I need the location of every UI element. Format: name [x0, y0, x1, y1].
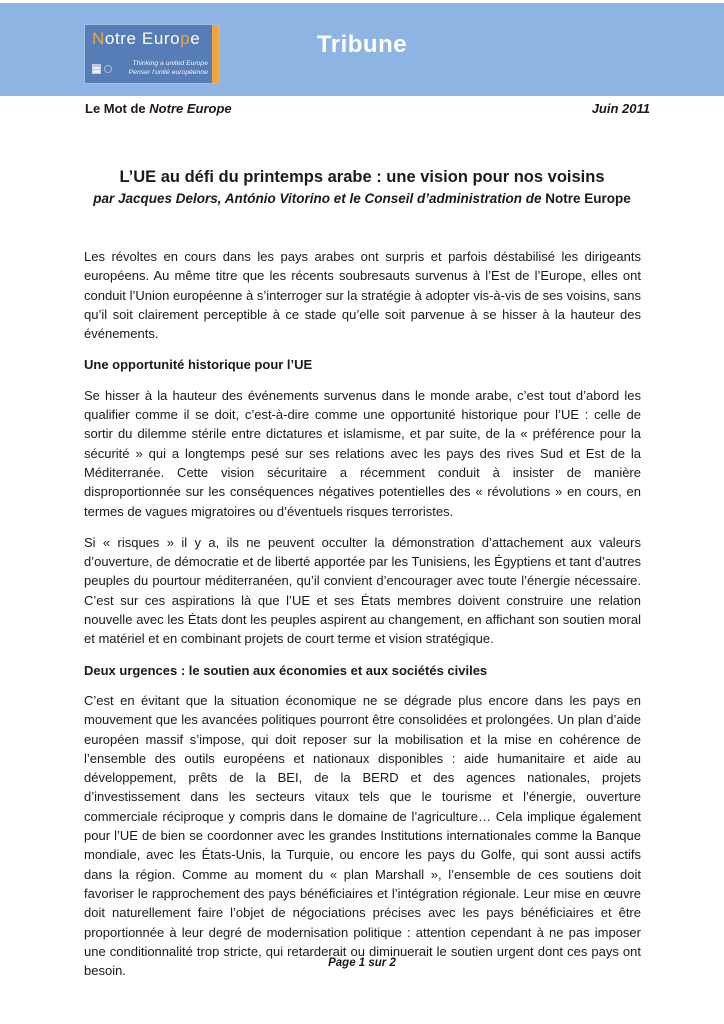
document-byline — [40, 191, 684, 206]
logo-circle-icon — [104, 65, 112, 73]
paragraph-opportunity-2: Si « risques » il y a, ils ne peuvent occulter la démonstration d’attachement aux valeurs d’ouverture, de démocratie et de liberté apportée par les Tunisiens, les Égyptiens et tant d’autres peuples du pourtour méditerranéen, qu’il convient d’encourager avec toute l’énergie nécessaire. C’est sur ces aspirations là que l’UE et ses États membres doivent construire une relation nouvelle avec les États dont les peuples aspirent au changement, en affichant son soutien moral et matériel et en combinant projets de court terme et vision stratégique. — [84, 534, 641, 647]
collection-title: Tribune — [316, 31, 408, 58]
paragraph-intro: Les révoltes en cours dans les pays arabes ont surpris et parfois déstabilisé les dirigeants européens. Au même titre que les récents soubresauts survenus à l’Est de l’Europe, elles ont conduit l’Union européenne à s’interroger sur la stratégie à adopter vis-à-vis de ses voisins, sans qu’il soit clairement perceptible à ce stade qu’elle soit parvenue à se hisser à la hauteur des événements. — [84, 249, 641, 342]
series-label-prefix: Le Mot de — [85, 101, 150, 116]
logo-tagline-fr: Penser l’unité européenne — [128, 69, 208, 77]
meta-row — [85, 101, 650, 116]
issue-date: Juin 2011 — [591, 101, 650, 116]
document-body — [84, 247, 641, 992]
logo-letter-e: e — [190, 29, 201, 48]
series-label — [85, 101, 232, 116]
section-heading-opportunity: Une opportunité historique pour l’UE — [84, 357, 313, 373]
logo-taglines — [115, 60, 208, 78]
byline-authors: par Jacques Delors, António Vitorino et le Conseil d’administration de — [93, 191, 546, 206]
logo-tagline-en: Thinking a united Europe — [132, 60, 208, 68]
paragraph-opportunity-1: Se hisser à la hauteur des événements survenus dans le monde arabe, c’est tout d’abord les qualifier comme il se doit, c’est-à-dire comme une opportunité historique pour l’UE : celle de sortir du dilemme stérile entre dictatures et islamisme, et par suite, de la « préférence pour la sécurité » qui a longtemps pesé sur ses relations avec les pays des rives Sud et Est de la Méditerranée. Cette vision sécuritaire a récemment conduit à insister de manière disproportionnée sur les conséquences négatives potentielles des « révolutions » en cours, en termes de vagues migratoires ou d’éventuels risques terroristes. — [84, 387, 641, 519]
logo-letter-p: p — [180, 29, 191, 48]
logo-mid-letters: otre Euro — [104, 29, 181, 48]
byline-brand: Notre Europe — [545, 191, 631, 206]
series-label-brand: Notre Europe — [149, 101, 232, 116]
paragraph-urgences: C’est en évitant que la situation économique ne se dégrade plus encore dans les pays en mouvement que les avancées politiques pourront être consolidées et prolongées. Un plan d’aide européen massif s’impose, qui doit reposer sur la mobilisation et la mise en cohérence de l’ensemble des outils européens et nationaux disponibles : aide humanitaire et aide au développement, prêts de la BEI, de la BERD et des agences nationales, projets d’investissement dans les secteurs vitaux tels que le tourisme et l’énergie, ouverture commerciale réciproque y compris dans le domaine de l’agriculture… Cela implique également pour l’UE de bien se coordonner avec les grandes Institutions internationales comme la Banque mondiale, avec les États-Unis, la Turquie, ou encore les pays du Golfe, qui sont aussi actifs dans la région. Comme au moment du « plan Marshall », l’ensemble de ces soutiens doit favoriser le rapprochement des pays bénéficiaires et l’intégration régionale. Leur mise en œuvre doit naturellement faire l’objet de négociations précises avec les pays bénéficiaires et être proportionnée à leur degré de modernisation politique : attention cependant à ne pas imposer une conditionnalité trop stricte, qui retarderait ou diminuerait le soutien urgent dont ces pays ont besoin. — [84, 692, 641, 979]
header-banner — [0, 3, 724, 96]
document-title: L’UE au défi du printemps arabe : une vision pour nos voisins — [119, 168, 605, 186]
logo-tagline-row — [92, 60, 208, 78]
page-number: Page 1 sur 2 — [328, 957, 396, 969]
section-heading-urgences: Deux urgences : le soutien aux économies et aux sociétés civiles — [84, 662, 488, 678]
logo-document-icon — [92, 64, 101, 74]
logo-letter-n: N — [92, 29, 105, 48]
